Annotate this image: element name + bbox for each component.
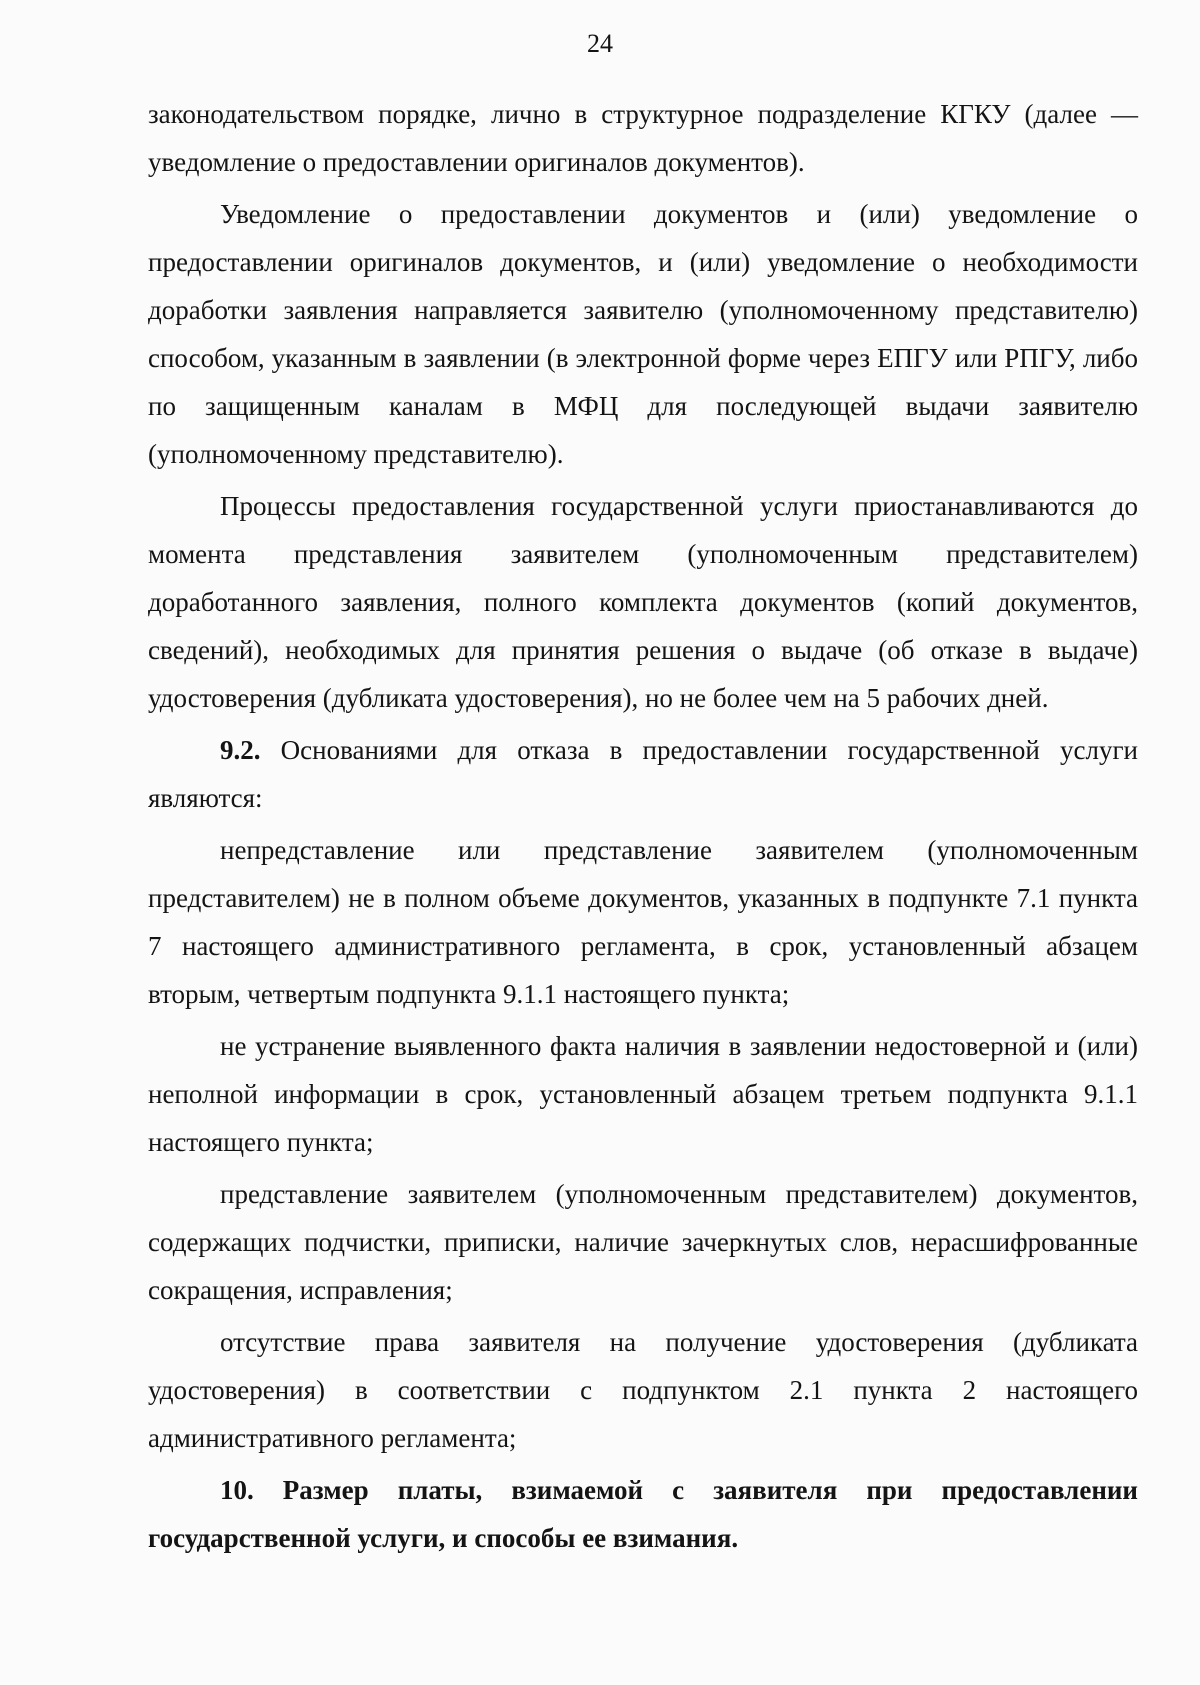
paragraph-continuation: законодательством порядке, лично в структурное подразделение КГКУ (далее — уведомление о предоставлении оригиналов документов).	[148, 99, 1138, 177]
ground-item: представление заявителем (уполномоченным представителем) документов, содержащих подчистки, приписки, наличие зачеркнутых слов, нерасшифрованные сокращения, исправления;	[148, 1179, 1138, 1305]
section-9-2-number: 9.2.	[220, 735, 261, 765]
section-9-2-text: Основаниями для отказа в предоставлении государственной услуги являются:	[148, 735, 1138, 813]
ground-item: отсутствие права заявителя на получение удостоверения (дубликата удостоверения) в соответствии с подпунктом 2.1 пункта 2 настоящего административного регламента;	[148, 1327, 1138, 1453]
paragraph-notification-method: Уведомление о предоставлении документов и (или) уведомление о предоставлении оригиналов документов, и (или) уведомление о необходимости доработки заявления направляется заявителю (уполномоченному представителю) способом, указанным в заявлении (в электронной форме через ЕПГУ или РПГУ, либо по защищенным каналам в МФЦ для последующей выдачи заявителю (уполномоченному представителю).	[148, 199, 1138, 469]
page-number: 24	[587, 29, 613, 58]
ground-item: не устранение выявленного факта наличия в заявлении недостоверной и (или) неполной информации в срок, установленный абзацем третьем подпункта 9.1.1 настоящего пункта;	[148, 1031, 1138, 1157]
paragraph-suspension: Процессы предоставления государственной услуги приостанавливаются до момента представления заявителем (уполномоченным представителем) доработанного заявления, полного комплекта документов (копий документов, сведений), необходимых для принятия решения о выдаче (об отказе в выдаче) удостоверения (дубликата удостоверения), но не более чем на 5 рабочих дней.	[148, 491, 1138, 713]
document-body	[148, 90, 1138, 1562]
ground-item: непредставление или представление заявителем (уполномоченным представителем) не в полном объеме документов, указанных в подпункте 7.1 пункта 7 настоящего административного регламента, в срок, установленный абзацем вторым, четвертым подпункта 9.1.1 настоящего пункта;	[148, 835, 1138, 1009]
section-9-2-paragraph	[148, 726, 1138, 822]
section-10-heading: 10. Размер платы, взимаемой с заявителя при предоставлении государственной услуги, и способы ее взимания.	[148, 1475, 1138, 1553]
